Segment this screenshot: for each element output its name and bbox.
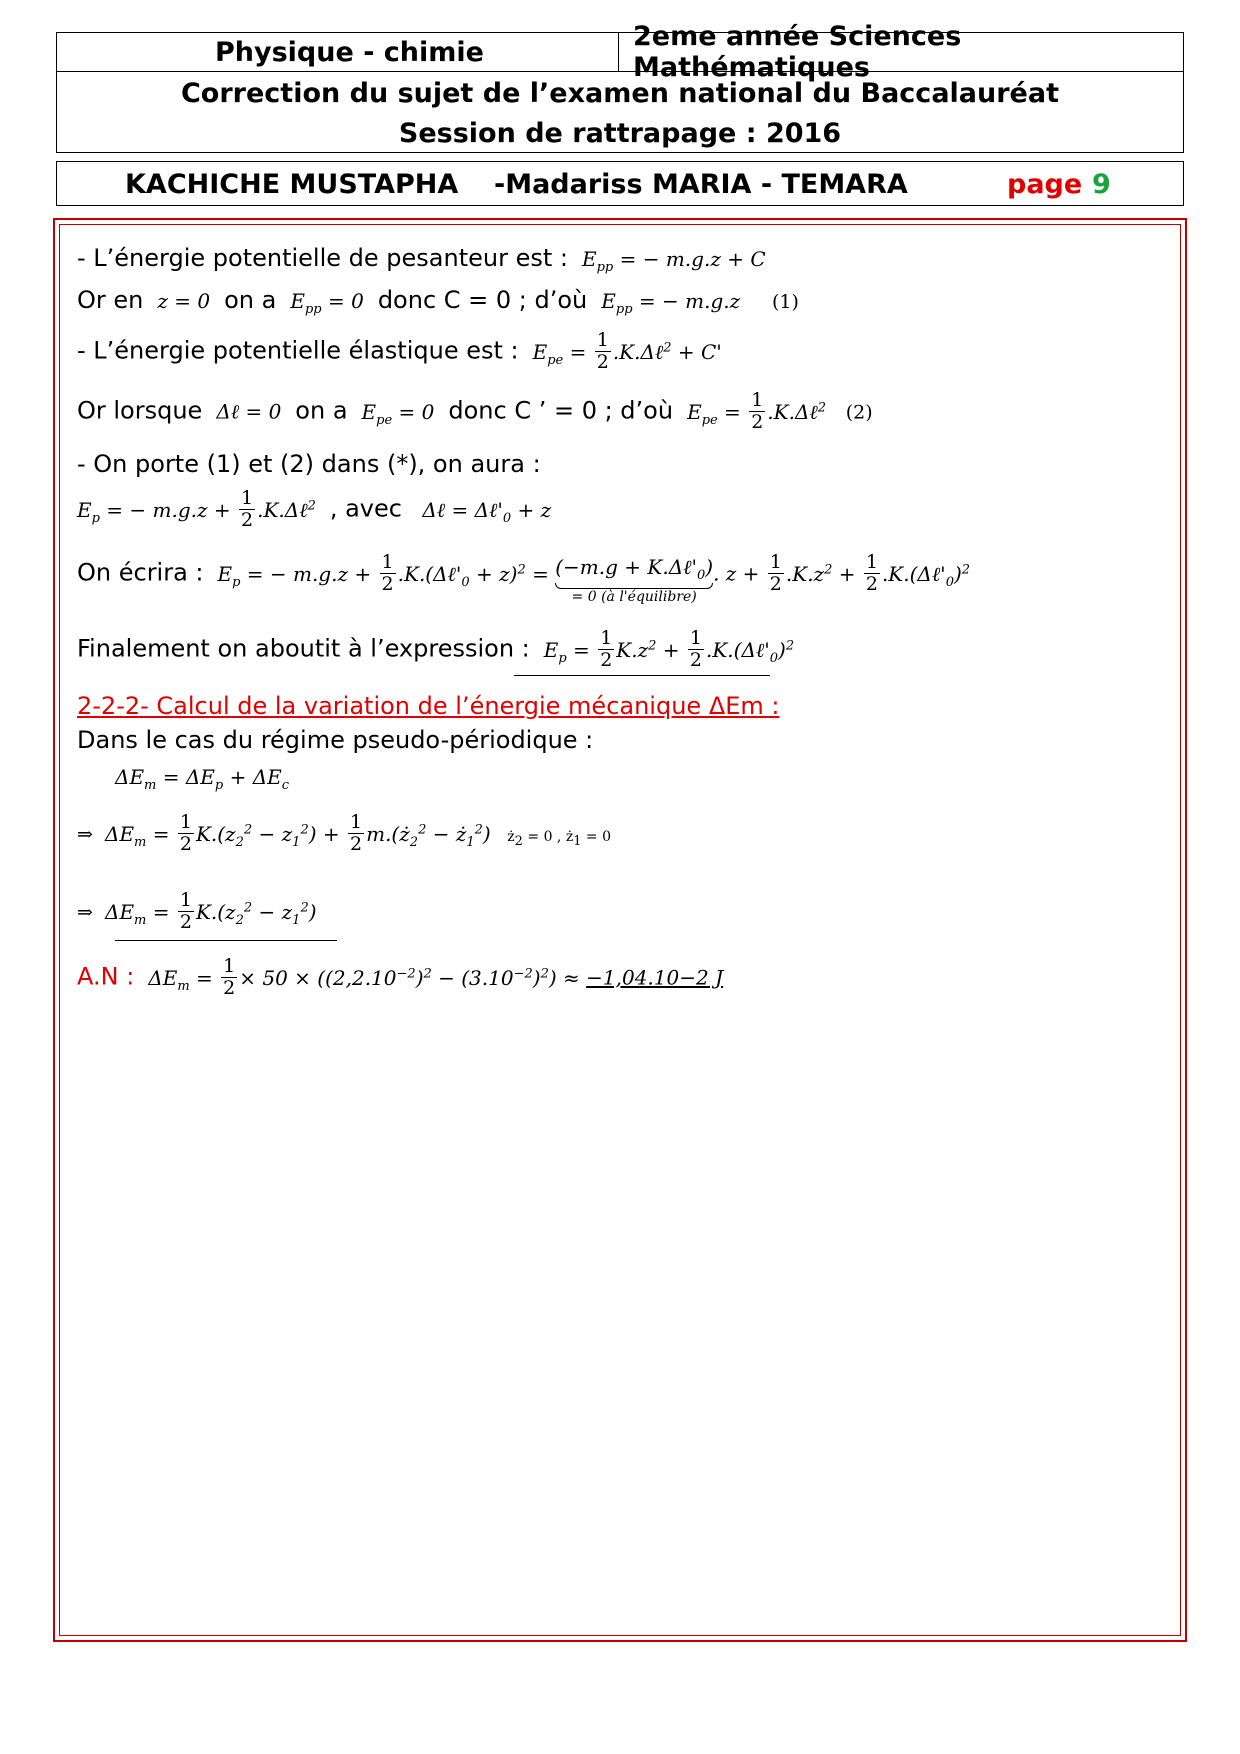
header-row-1	[56, 21, 1184, 83]
page-number: 9	[1092, 169, 1111, 200]
school: -Madariss MARIA - TEMARA	[494, 169, 908, 200]
subject: Physique - chimie	[57, 33, 619, 71]
line-gravitational-energy: - L’énergie potentielle de pesanteur est : $E_{pp}$ = − m.g.z + C	[77, 244, 766, 275]
line-pseudo-periodic: Dans le cas du régime pseudo-périodique :	[77, 726, 594, 754]
line-final-expression: Finalement on aboutit à l’expression : $E_p$ = $\frac{1}{2}$ $K.z^2$ + $\frac{1}{2}$ $.K.(\Delta\ell'_0)^2$	[77, 627, 795, 671]
line-elastic-condition: Or lorsque Δℓ = 0 on a $E_{pe} = 0$ donc C ’ = 0 ; d’où $E_{pe}$ = $\frac{1}{2}$ .K.Δℓ$^2$ (2)	[77, 389, 873, 433]
underline-delta-em	[115, 940, 337, 941]
level: 2eme année Sciences Mathématiques	[633, 21, 962, 83]
underline-final-expression	[514, 675, 770, 676]
line-delta-em-reduced: ⇒ $\Delta E_m$ = $\frac{1}{2}$ $K.(z_2^2 - z_1^2)$	[77, 889, 317, 933]
line-elastic-energy: - L’énergie potentielle élastique est : $E_{pe}$ = $\frac{1}{2}$ .K.Δℓ$^2$ + C'	[77, 329, 722, 373]
line-combine: - On porte (1) et (2) dans (*), on aura :	[77, 450, 541, 478]
line-numerical-application: A.N : $\Delta E_m$ = $\frac{1}{2}$ × $50 \times ((2,2.10^{-2})^2 - (3.10^{-2})^2) \approx -1,04.10-2$ J	[77, 955, 724, 999]
title-line-2: Session de rattrapage : 2016	[398, 118, 842, 149]
line-gravitational-condition: Or en z = 0 on a $E_{pp} = 0$ donc C = 0 ; d’où $E_{pp}$ = − m.g.z (1)	[77, 286, 799, 317]
section-title: 2-2-2- Calcul de la variation de l’énergie mécanique ΔEm :	[77, 692, 780, 720]
line-expansion: On écrira : $E_p$ = − m.g.z + $\frac{1}{2}$ $.K.(\Delta\ell'_0 + z)^2 = (-m.g$ + $K.\Delta\ell'_0$) = 0 (à l'équilibre) . z + $\frac{1}{2}$ $.K.z^2$ + $\frac{1}{2}$ $.K.(\Delta\ell'_0)^2$	[77, 551, 971, 605]
result: −1,04.10−2 J	[586, 965, 724, 990]
page-label: page	[1007, 169, 1083, 200]
author: KACHICHE MUSTAPHA	[125, 169, 459, 200]
line-potential-energy: $E_p$ = − m.g.z + $\frac{1}{2}$ .K.Δℓ$^2$ , avec Δℓ = $\Delta\ell'_0 + z$	[77, 487, 552, 531]
title-line-1: Correction du sujet de l’examen national du Baccalauréat	[180, 78, 1059, 109]
header-title	[56, 71, 1184, 153]
line-delta-em-expanded: ⇒ $\Delta E_m$ = $\frac{1}{2}$ $K.(z_2^2 - z_1^2)$ + $\frac{1}{2}$ $m.(ż_2^2$ − $ż_1^2$) $ż_2 = 0$ , $ż_1 = 0$	[77, 811, 612, 855]
line-delta-em-def: $\Delta E_m = \Delta E_p + \Delta E_c$	[115, 765, 290, 793]
header-author-row	[56, 161, 1184, 206]
